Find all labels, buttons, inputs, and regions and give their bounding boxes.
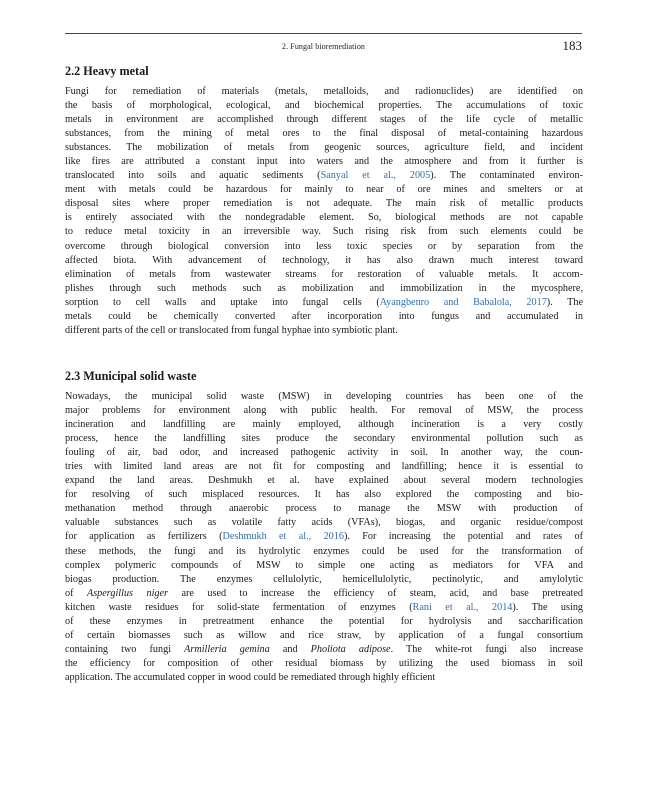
section-heading-municipal-solid-waste: 2.3 Municipal solid waste <box>65 369 197 383</box>
text-line: overcome through biological conversion into less toxic species or by separation from the <box>65 240 583 252</box>
running-head <box>65 38 582 56</box>
text-line: major problems for environment along with public health. For removal of MSW, the process <box>65 405 583 417</box>
text-line: methanation method through anaerobic process to manage the MSW with production of <box>65 503 583 515</box>
text-line: the efficiency for composition of other residual biomass by utilizing the used biomass in soil <box>65 657 583 669</box>
text-line: expand the land areas. Deshmukh et al. have explained about several modern technologies <box>65 475 583 487</box>
text-line: Nowadays, the municipal solid waste (MSW) in developing countries has been one of the <box>65 391 583 402</box>
text-line: substances, from the mining of metal ores to the final disposal of metal-containing hazardous <box>65 128 583 140</box>
page-number: 183 <box>562 38 582 53</box>
text-line: kitchen waste residues for solid-state fermentation of enzymes (Rani et al., 2014). The using <box>65 601 584 613</box>
text-line: different parts of the cell or translocated from fungal hyphae into symbiotic plant. <box>65 324 398 336</box>
text-line: plishes through such methods such as mobilization and immobilization in the mycosphere, <box>65 282 583 294</box>
text-line: elimination of metals from wastewater streams for restoration of valuable metals. It accom- <box>65 268 583 280</box>
text-line: complex polymeric compounds of MSW to simple one acting as mediators for VFA and <box>65 559 583 571</box>
text-line: affected biota. With advancement of technology, it has also drawn much interest toward <box>65 254 583 266</box>
header-rule <box>65 33 582 34</box>
text-line: process, hence the landfilling sites produce the secondary environmental pollution such as <box>65 433 583 445</box>
text-line: of certain biomasses such as willow and rice straw, by application of a fungal consortium <box>65 629 583 641</box>
text-line: translocated into soils and aquatic sediments (Sanyal et al., 2005). The contaminated environ- <box>65 170 584 182</box>
section-paragraph-heavy-metal <box>65 85 583 338</box>
text-line: the basis of morphological, ecological, and biochemical properties. The accumulations of toxic <box>65 100 583 112</box>
citation-link[interactable]: Deshmukh et al., 2016 <box>222 531 344 543</box>
citation-link[interactable]: Ayangbenro and Babalola, 2017 <box>379 296 547 308</box>
text-line: of Aspergillus niger are used to increase the efficiency of steam, acid, and base pretreated <box>65 587 583 599</box>
text-line: Fungi for remediation of materials (metals, metalloids, and radionuclides) are identified on <box>65 86 583 97</box>
text-line: fouling of air, bad odor, and increased pathogenic activity in soil. In another way, the coun- <box>65 447 583 459</box>
text-line: sorption to cell walls and uptake into fungal cells (Ayangbenro and Babalola, 2017). The <box>65 296 583 308</box>
text-line: disposal sites where proper remediation is not adequate. The main risk of metallic products <box>65 198 583 210</box>
text-line: ment with metals could be hazardous for mainly to near of ore mines and smelters or at <box>65 184 583 196</box>
text-line: biogas production. The enzymes cellulolytic, hemicellulolytic, pectinolytic, and amylolytic <box>65 573 583 585</box>
text-line: application. The accumulated copper in wood could be remediated through highly efficient <box>65 671 436 683</box>
text-line: for application as fertilizers (Deshmukh et al., 2016). For increasing the potential and rates of <box>65 531 583 543</box>
citation-link[interactable]: Sanyal et al., 2005 <box>320 170 431 182</box>
section-paragraph-municipal-solid-waste <box>65 390 583 685</box>
text-line: metals in environment are accomplished through different stages of the life cycle of metallic <box>65 114 583 126</box>
section-heading-heavy-metal: 2.2 Heavy metal <box>65 64 149 78</box>
species-name: Armilleria gemina <box>184 643 270 655</box>
text-line: tries with limited land areas are not fit for composting and landfilling; hence it is essential to <box>65 461 583 473</box>
text-line: substances. The mobilization of metals from geogenic sources, agriculture field, and incident <box>65 142 583 154</box>
text-line: of these enzymes in pretreatment enhance the potential for hydrolysis and saccharification <box>65 615 583 627</box>
running-title: 2. Fungal bioremediation <box>281 42 366 51</box>
text-line: is entirely associated with the nondegradable element. So, biological methods are not capable <box>65 212 583 224</box>
text-line: incineration and landfilling are mainly employed, although incineration is a very costly <box>65 419 583 431</box>
text-line: valuable substances such as volatile fatty acids (VFAs), biogas, and organic residue/compost <box>65 517 583 529</box>
text-line: like fires are attributed a constant input into waters and the atmosphere and from it further is <box>65 156 583 168</box>
text-line: containing two fungi Armilleria gemina and Pholiota adipose. The white-rot fungi also increase <box>65 643 584 655</box>
text-line: to reduce metal toxicity in an irreversible way. Such rising risk from such elements could be <box>65 226 583 238</box>
citation-link[interactable]: Rani et al., 2014 <box>412 601 513 613</box>
species-name: Aspergillus niger <box>86 587 168 599</box>
text-line: metals could be chemically converted after incorporation into fungus and accumulated in <box>65 310 583 322</box>
species-name: Pholiota adipose <box>310 643 391 655</box>
text-line: these methods, the fungi and its hydrolytic enzymes could be used for the transformation of <box>65 545 583 557</box>
text-line: for resolving of such misplaced resources. It has also explored the composting and bio- <box>65 489 583 501</box>
